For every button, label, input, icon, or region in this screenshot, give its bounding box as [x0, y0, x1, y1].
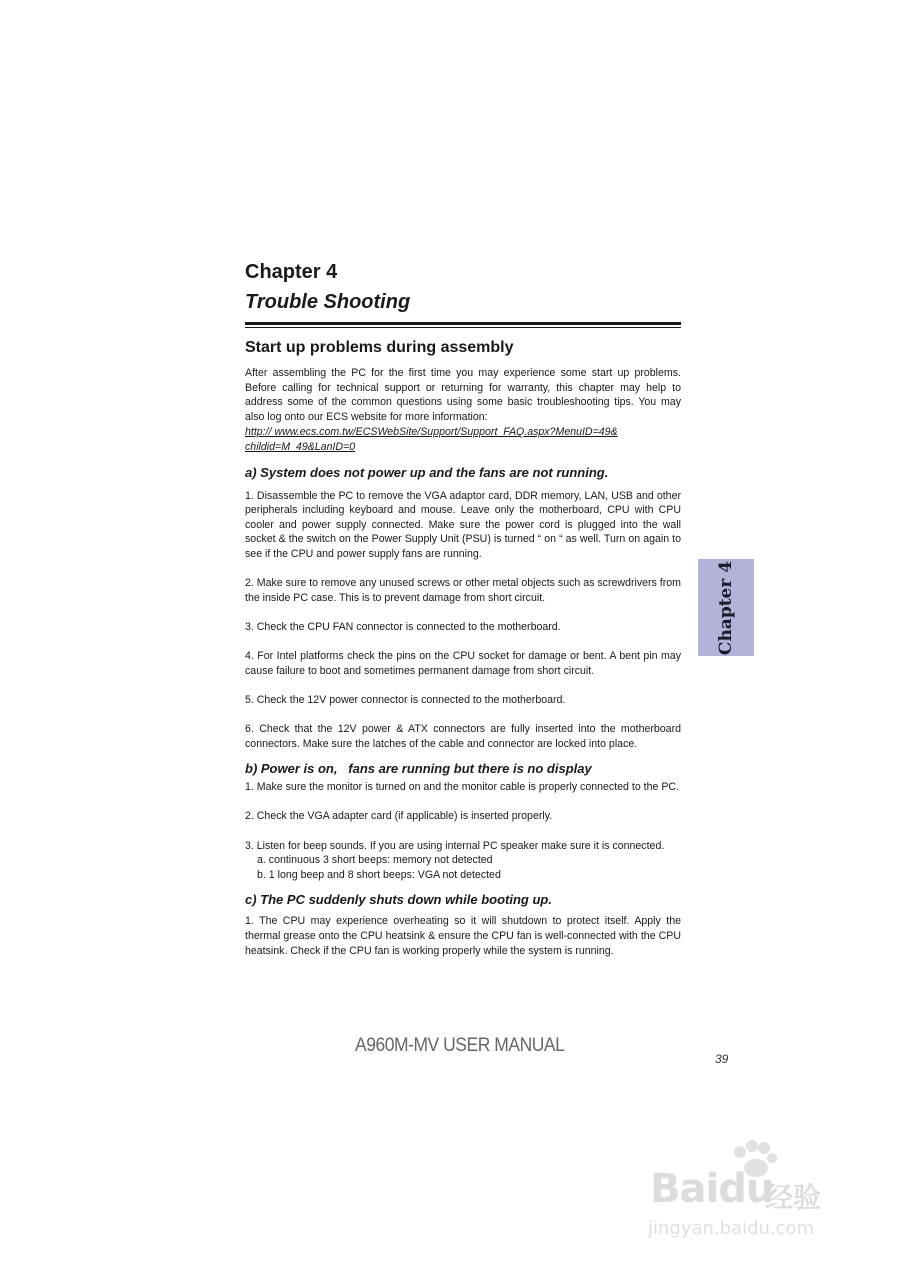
- beep-code-item: a. continuous 3 short beeps: memory not detected: [257, 854, 493, 867]
- list-item: 2. Check the VGA adapter card (if applicable) is inserted properly.: [245, 810, 553, 823]
- list-item: 3. Check the CPU FAN connector is connected to the motherboard.: [245, 620, 561, 633]
- watermark-cn: 经验: [765, 1182, 822, 1213]
- beep-code-item: b. 1 long beep and 8 short beeps: VGA not detected: [257, 868, 501, 881]
- baidu-watermark: [640, 1140, 855, 1250]
- chapter-side-tab: [698, 559, 754, 656]
- list-item: 3. Listen for beep sounds. If you are using internal PC speaker make sure it is connected.: [245, 839, 665, 852]
- watermark-url: jingyan.baidu.com: [648, 1218, 815, 1239]
- page-content: [245, 258, 681, 958]
- watermark-logo: Baidu: [650, 1166, 774, 1212]
- support-link[interactable]: http:// www.ecs.com.tw/ECSWebSite/Support/Support_FAQ.aspx?MenuID=49& childid=M_49&LanID=0: [245, 426, 618, 453]
- title-rule-thick: [245, 322, 681, 325]
- list-item: 4. For Intel platforms check the pins on the CPU socket for damage or bent. A bent pin may cause failure to boot and sometimes permanent damage from short circuit.: [245, 650, 681, 677]
- section-a-heading: a) System does not power up and the fans are not running.: [245, 464, 609, 480]
- list-item: 1. Make sure the monitor is turned on and the monitor cable is properly connected to the PC.: [245, 781, 679, 794]
- list-item: 2. Make sure to remove any unused screws or other metal objects such as screwdrivers from the inside PC case. This is to prevent damage from short circuit.: [245, 577, 681, 604]
- list-item: 5. Check the 12V power connector is connected to the motherboard.: [245, 693, 566, 706]
- side-tab-label: Chapter 4: [716, 560, 737, 655]
- manual-footer: A960M-MV USER MANUAL: [355, 1035, 565, 1056]
- section-b-heading: b) Power is on, fans are running but there is no display: [245, 761, 592, 777]
- intro-paragraph: After assembling the PC for the first time you may experience some start up problems. Before calling for technical support or returning for warranty, this chapter may help to address some of the common questions using some basic troubleshooting tips. You may also log onto our ECS website for more information:: [245, 367, 681, 423]
- title-rule-thin: [245, 327, 681, 328]
- list-item: 1. The CPU may experience overheating so it will shutdown to protect itself. Apply the thermal grease onto the CPU heatsink & ensure the CPU fan is well-connected with the CPU heatsink. Check if the CPU fan is working properly while the system is running.: [245, 915, 681, 957]
- chapter-number: Chapter 4: [245, 261, 338, 283]
- list-item: 1. Disassemble the PC to remove the VGA adaptor card, DDR memory, LAN, USB and other peripherals including keyboard and mouse. Leave only the motherboard, CPU with CPU cooler and power supply connected. Make sure the power cord is plugged into the wall socket & the switch on the Power Supply Unit (PSU) is turned “ on “ as well. Turn on again to see if the CPU and power supply fans are running.: [245, 489, 681, 560]
- section-title: Start up problems during assembly: [245, 339, 514, 356]
- section-c-heading: c) The PC suddenly shuts down while booting up.: [245, 892, 552, 908]
- page-number: 39: [715, 1052, 729, 1066]
- list-item: 6. Check that the 12V power & ATX connectors are fully inserted into the motherboard connectors. Make sure the latches of the cable and connector are locked into place.: [245, 723, 681, 750]
- chapter-title: Trouble Shooting: [245, 291, 411, 313]
